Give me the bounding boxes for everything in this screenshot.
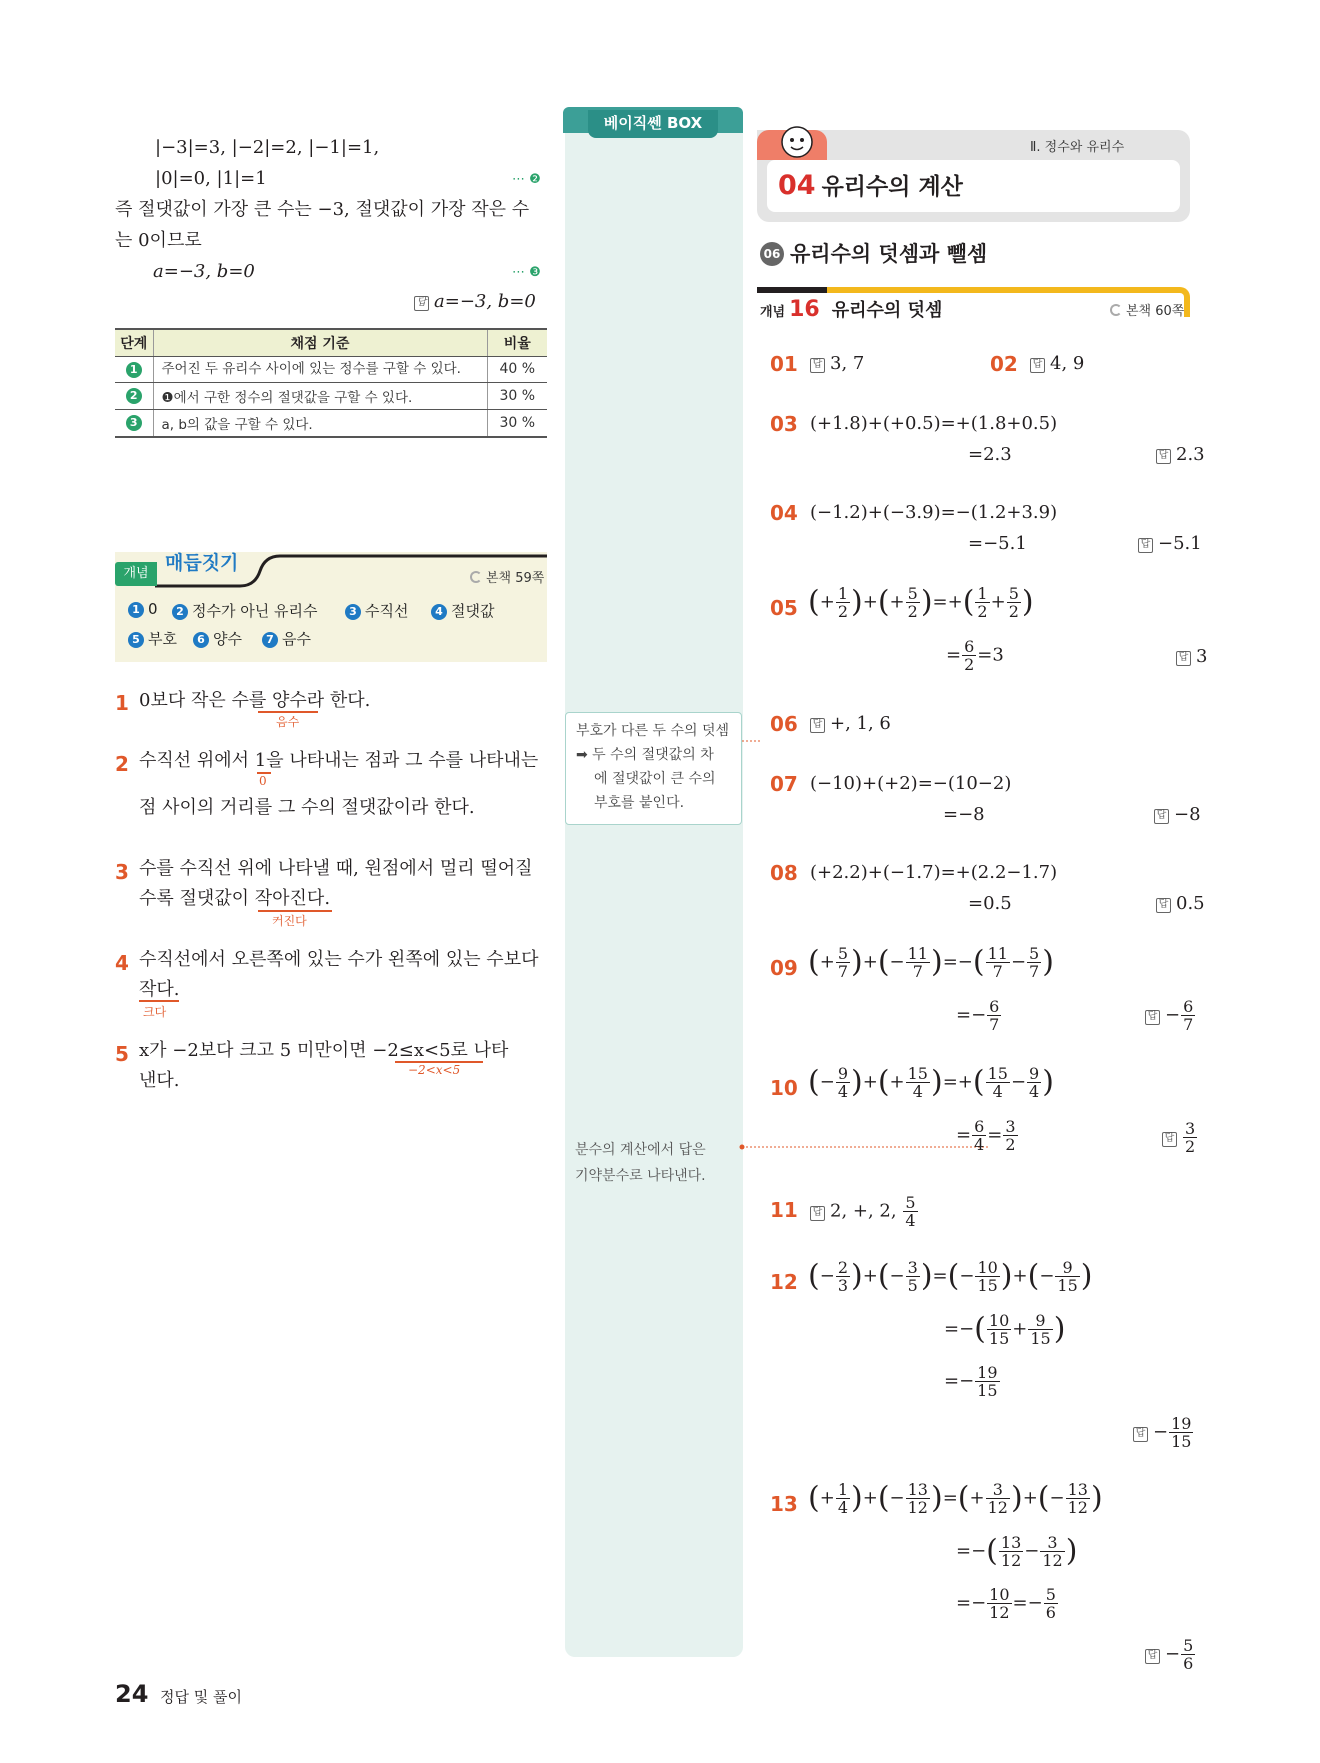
- unit-title: [778, 168, 963, 201]
- answer-number: 08: [770, 861, 798, 885]
- refresh-icon: [470, 571, 482, 583]
- problem-number: 1: [115, 691, 129, 715]
- solution-line-5: a=−3, b=0: [153, 261, 255, 282]
- table-cell-ratio: 30 %: [487, 382, 547, 409]
- table-header-ratio: 비율: [487, 329, 547, 356]
- answer-line: 답 − $\frac{6}{7}$: [1145, 998, 1196, 1033]
- answer-number: 11: [770, 1198, 798, 1222]
- solution-line: = $\frac{6}{2}$ =3: [946, 637, 1004, 674]
- item-badge: 5: [128, 632, 144, 648]
- step-marker-2: ⋯ ❷: [512, 172, 541, 187]
- solution-line: (− $\frac{2}{3}$ )+(− $\frac{3}{5}$ )=(− $\frac{10}{15}$ )+(− $\frac{9}{15}$ ): [808, 1258, 1093, 1295]
- concept-bar-accent: [757, 287, 827, 293]
- step-badge: 2: [126, 388, 142, 404]
- step-badge: 1: [126, 362, 142, 378]
- answer-text: 4, 9: [1050, 353, 1085, 374]
- concept-ref-text: 본책 59쪽: [486, 571, 545, 586]
- solution-line: =−( $\frac{10}{15}$ + $\frac{9}{15}$ ): [944, 1311, 1066, 1348]
- problem-number: 4: [115, 951, 129, 975]
- solution-line: (+ $\frac{5}{7}$ )+(− $\frac{11}{7}$ )=−( $\frac{11}{7}$ − $\frac{5}{7}$ ): [808, 944, 1054, 981]
- concept-item: [193, 628, 242, 649]
- table-cell-ratio: 40 %: [487, 356, 547, 382]
- solution-line-3: 즉 절댓값이 가장 큰 수는 −3, 절댓값이 가장 작은 수: [115, 199, 530, 220]
- answer-text: 3, 7: [830, 353, 865, 374]
- table-row: [115, 356, 547, 382]
- basic-box-header: 베이직쎈 BOX: [588, 110, 718, 138]
- tip-line: 에 절댓값이 큰 수의: [594, 771, 716, 787]
- answer-number: 05: [770, 596, 798, 620]
- unit-number: 04: [778, 170, 816, 201]
- table-cell-criterion: a, b의 값을 구할 수 있다.: [153, 409, 487, 437]
- answer-line: [810, 710, 891, 738]
- answer-text: −5.1: [1158, 533, 1202, 554]
- solution-line: =−8: [943, 804, 985, 825]
- correction-underline: [139, 1000, 179, 1002]
- correction-text: −2<x<5: [408, 1063, 461, 1077]
- concept-title: 매듭짓기: [165, 552, 239, 574]
- problem-number: 2: [115, 752, 129, 776]
- tip-connector: [742, 735, 762, 747]
- answer-icon: 답: [1030, 358, 1045, 373]
- answer-text: −8: [1174, 804, 1201, 825]
- answer-line: [1138, 530, 1202, 558]
- solution-line: (+1.8)+(+0.5)=+(1.8+0.5): [810, 413, 1058, 434]
- problem-text: 0보다 작은 수를 양수라 한다.: [139, 690, 371, 711]
- item-badge: 2: [172, 604, 188, 620]
- solution-line: (− $\frac{9}{4}$ )+(+ $\frac{15}{4}$ )=+( $\frac{15}{4}$ − $\frac{9}{4}$ ): [808, 1064, 1054, 1101]
- tip-line: 부호를 붙인다.: [594, 795, 685, 811]
- answer-icon: 답: [1138, 538, 1153, 553]
- problem-text: 점 사이의 거리를 그 수의 절댓값이라 한다.: [139, 797, 475, 818]
- answer-line: [1030, 350, 1084, 378]
- mascot-icon: [777, 122, 817, 162]
- answer-icon: 답: [414, 296, 429, 311]
- refresh-icon: [1110, 304, 1122, 316]
- solution-final-answer: [414, 290, 536, 314]
- problem-text: 수를 수직선 위에 나타낼 때, 원점에서 멀리 떨어질: [139, 858, 533, 879]
- concept-heading: [760, 296, 942, 322]
- answer-line: [1176, 643, 1207, 671]
- answer-line: 답 $\frac{3}{2}$: [1162, 1120, 1198, 1155]
- problem-text: 수직선에서 오른쪽에 있는 수가 왼쪽에 있는 수보다: [139, 949, 539, 970]
- concept-item: [172, 600, 317, 621]
- item-text: 0: [148, 600, 158, 618]
- correction-text: 음수: [276, 715, 300, 729]
- answer-text: 3: [1196, 646, 1208, 667]
- tip-connector: [738, 1142, 988, 1152]
- tip-line: ➡ 두 수의 절댓값의 차: [576, 747, 714, 763]
- tip-line: 분수의 계산에서 답은: [575, 1142, 706, 1158]
- answer-icon: 답: [1156, 449, 1171, 464]
- problem-text: 낸다.: [139, 1070, 180, 1091]
- table-row: [115, 382, 547, 409]
- solution-line: = $\frac{6}{4}$ = $\frac{3}{2}$: [956, 1117, 1016, 1154]
- answer-icon: 답: [1133, 1427, 1148, 1442]
- concept-label: 개념: [760, 305, 786, 320]
- item-badge: 7: [262, 632, 278, 648]
- answer-number: 06: [770, 712, 798, 736]
- concept-item: [262, 628, 311, 649]
- item-text: 정수가 아닌 유리수: [192, 602, 318, 620]
- solution-final-answer-text: a=−3, b=0: [434, 291, 536, 312]
- table-header-criterion: 채점 기준: [153, 329, 487, 356]
- solution-line: =−5.1: [968, 533, 1027, 554]
- solution-line: (−1.2)+(−3.9)=−(1.2+3.9): [810, 502, 1058, 523]
- answer-number: 01: [770, 352, 798, 376]
- answer-number: 12: [770, 1270, 798, 1294]
- item-text: 절댓값: [451, 602, 495, 620]
- item-badge: 1: [128, 602, 144, 618]
- answer-line: [1156, 890, 1205, 918]
- answer-icon: 답: [810, 718, 825, 733]
- answer-line: 답 − $\frac{19}{15}$: [1133, 1415, 1194, 1450]
- tip-line: 부호가 다른 두 수의 덧셈: [576, 723, 730, 739]
- concept-ref: [1110, 300, 1184, 319]
- answer-number: 13: [770, 1492, 798, 1516]
- section-number: 06: [760, 242, 784, 266]
- answer-text: 2.3: [1176, 444, 1205, 465]
- table-header-step: 단계: [115, 329, 153, 356]
- answer-icon: 답: [810, 358, 825, 373]
- concept-item: [128, 600, 158, 618]
- answer-line: 답 2, +, 2, $\frac{5}{4}$: [810, 1194, 919, 1229]
- solution-line: =−( $\frac{13}{12}$ − $\frac{3}{12}$ ): [956, 1533, 1078, 1570]
- solution-line: =− $\frac{6}{7}$: [956, 997, 1000, 1034]
- step-marker-3: ⋯ ❸: [512, 265, 541, 280]
- solution-line: (−10)+(+2)=−(10−2): [810, 773, 1012, 794]
- problem-number: 3: [115, 860, 129, 884]
- problem-text: 수록 절댓값이 작아진다.: [139, 888, 331, 909]
- answer-number: 02: [990, 352, 1018, 376]
- item-text: 부호: [148, 630, 177, 648]
- answer-text: 0.5: [1176, 893, 1205, 914]
- answer-text: +, 1, 6: [830, 713, 891, 734]
- section-title: [760, 238, 987, 268]
- section-title-text: 유리수의 덧셈과 뺄셈: [790, 242, 988, 266]
- concept-number: 16: [789, 297, 820, 322]
- concept-item: [128, 628, 177, 649]
- tip-note-fraction: [575, 1137, 745, 1189]
- basic-box-column: [565, 107, 743, 1657]
- tip-line: 기약분수로 나타낸다.: [575, 1168, 706, 1184]
- answer-icon: 답: [1156, 898, 1171, 913]
- unit-title-text: 유리수의 계산: [821, 174, 963, 200]
- page-number: 24: [115, 1680, 149, 1708]
- answer-line: [810, 350, 864, 378]
- concept-badge: 개념: [115, 562, 157, 586]
- scoring-table: [115, 328, 547, 438]
- solution-line-2: |0|=0, |1|=1: [155, 168, 267, 189]
- solution-line: =2.3: [968, 444, 1012, 465]
- problem-text: x가 −2보다 크고 5 미만이면 −2≤x<5로 나타: [139, 1040, 509, 1061]
- table-cell-criterion: 주어진 두 유리수 사이에 있는 정수를 구할 수 있다.: [153, 356, 487, 382]
- concept-item: [431, 600, 494, 621]
- table-cell-criterion: ❶에서 구한 정수의 절댓값을 구할 수 있다.: [153, 382, 487, 409]
- problem-text: 작다.: [139, 979, 180, 1000]
- tip-box-sign: [565, 712, 742, 825]
- answer-icon: 답: [1145, 1649, 1160, 1664]
- answer-icon: 답: [1162, 1132, 1177, 1147]
- answer-text: 2, +, 2,: [830, 1200, 897, 1222]
- solution-line-1: |−3|=3, |−2|=2, |−1|=1,: [155, 137, 380, 158]
- concept-ref: [470, 567, 544, 586]
- table-row: [115, 409, 547, 437]
- page-label: 정답 및 풀이: [160, 1688, 242, 1706]
- concept-item: [345, 600, 408, 621]
- concept-ref-text: 본책 60쪽: [1126, 304, 1185, 319]
- solution-line: =0.5: [968, 893, 1012, 914]
- problem-text: 수직선 위에서 1을 나타내는 점과 그 수를 나타내는: [139, 750, 539, 771]
- item-text: 수직선: [365, 602, 409, 620]
- item-text: 음수: [282, 630, 311, 648]
- answer-number: 10: [770, 1076, 798, 1100]
- answer-number: 04: [770, 501, 798, 525]
- item-badge: 4: [431, 604, 447, 620]
- answer-line: [1156, 441, 1205, 469]
- answer-line: 답 − $\frac{5}{6}$: [1145, 1637, 1196, 1672]
- answer-number: 07: [770, 772, 798, 796]
- answer-number: 03: [770, 412, 798, 436]
- step-badge: 3: [126, 415, 142, 431]
- answer-number: 09: [770, 956, 798, 980]
- item-text: 양수: [213, 630, 242, 648]
- solution-line: =− $\frac{19}{15}$: [944, 1363, 998, 1400]
- answer-icon: 답: [810, 1206, 825, 1221]
- solution-line: (+2.2)+(−1.7)=+(2.2−1.7): [810, 862, 1058, 883]
- answer-line: [1154, 801, 1201, 829]
- correction-text: 커진다: [272, 914, 307, 928]
- answer-icon: 답: [1176, 651, 1191, 666]
- solution-line: =− $\frac{10}{12}$ =− $\frac{5}{6}$: [956, 1585, 1056, 1622]
- answer-icon: 답: [1145, 1010, 1160, 1025]
- solution-line-4: 는 0이므로: [115, 230, 202, 251]
- problem-number: 5: [115, 1042, 129, 1066]
- table-cell-ratio: 30 %: [487, 409, 547, 437]
- solution-line: (+ $\frac{1}{4}$ )+(− $\frac{13}{12}$ )=(+ $\frac{3}{12}$ )+(− $\frac{13}{12}$ ): [808, 1480, 1103, 1517]
- concept-heading-text: 유리수의 덧셈: [831, 300, 943, 321]
- item-badge: 6: [193, 632, 209, 648]
- solution-line: (+ $\frac{1}{2}$ )+(+ $\frac{5}{2}$ )=+( $\frac{1}{2}$ + $\frac{5}{2}$ ): [808, 584, 1034, 621]
- item-badge: 3: [345, 604, 361, 620]
- unit-subtitle: Ⅱ. 정수와 유리수: [1030, 140, 1125, 155]
- correction-text: 0: [259, 774, 267, 788]
- correction-text: 크다: [143, 1005, 167, 1019]
- answer-icon: 답: [1154, 809, 1169, 824]
